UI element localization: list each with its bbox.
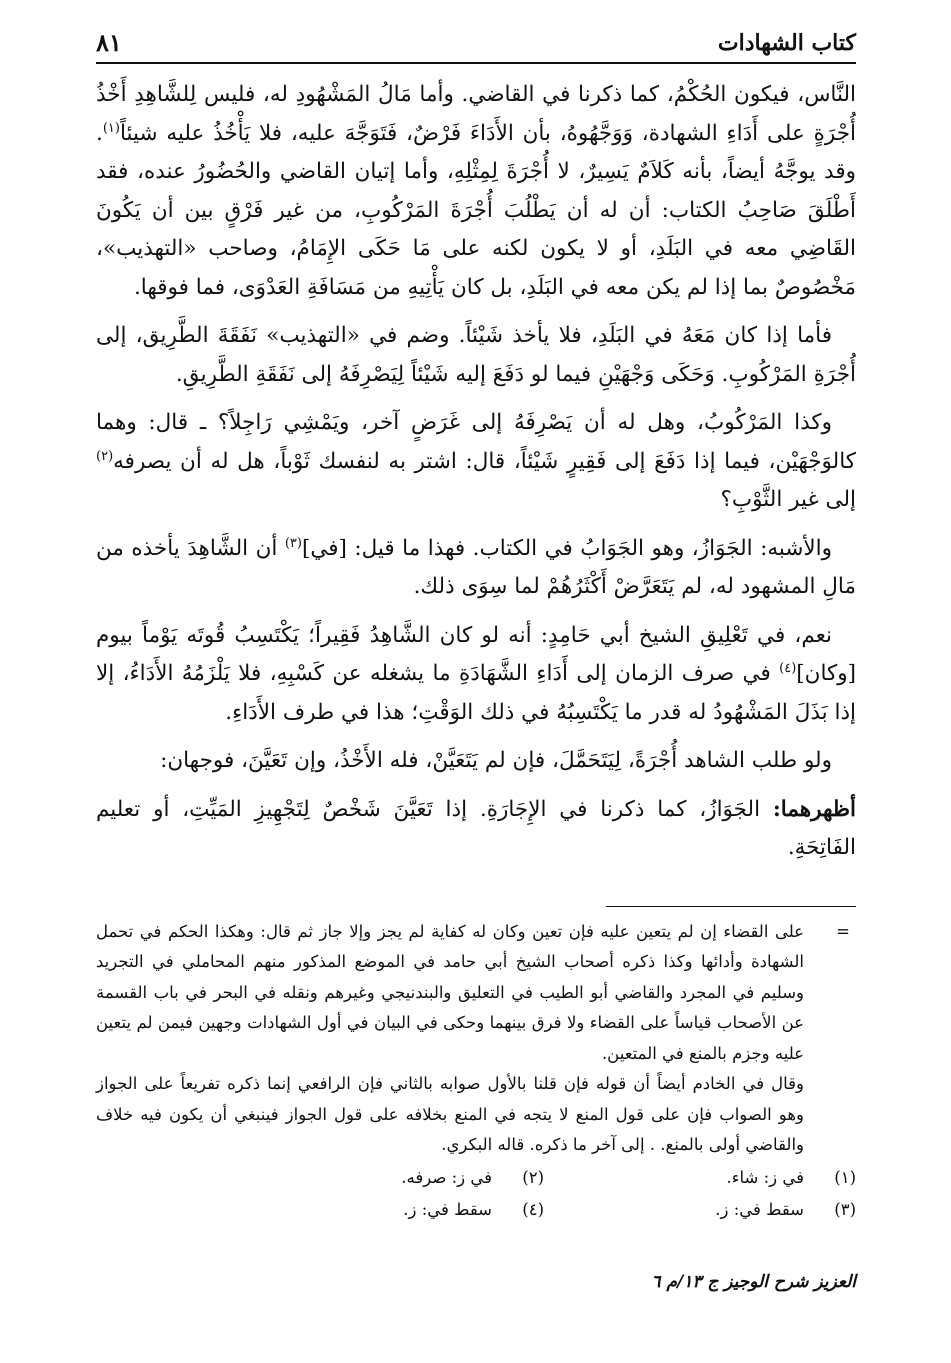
paragraph-2: فأما إذا كان مَعَهُ في البَلَدِ، فلا يأخذ شَيْئاً. وضم في «التهذيب» نَفَقَةَ الطَّرِيق، إلى أُجْرَةِ المَرْكُوبِ. وَحَكَى وَجْهَيْنِ فيما لو دَفَعَ إليه شَيْئاً لِيَصْرِفَهُ إلى نَفَقَةِ الطَّرِيقِ. <box>96 323 856 387</box>
continuation-paragraph-1: على القضاء إن لم يتعين عليه فإن تعين وكان له كفاية لم يجز وإلا جاز ثم قال: وهكذا الحكم في تحمل الشهادة وأدائها وكذا ذكره أصحاب الشيخ أبي حامد في الموضع المذكور منهم المحاملي في التجريد وسليم في المجرد والقاضي أبو الطيب في التعليق والبندنيجي وغيرهم ونقله في البحر في باب القسمة عن الأصحاب قياساً على القضاء ولا فرق بينهما وحكى في البيان في أول الشهادات وجهين فيمن لم يتعين عليه وجزم بالمنع في المتعين. <box>96 921 804 1063</box>
continuation-paragraph-2: وقال في الخادم أيضاً أن قوله فإن قلنا بالأول صوابه بالثاني فإن الرافعي إنما ذكره تفريعاً على الجواز وهو الصواب فإن على قول المنع لا يتجه في المنع بخلافه على قول الجواز فينبغي أن يكون فيه خلاف والقاضي أولى بالمنع. . إلى آخر ما ذكره. قاله البكري. <box>96 1074 804 1154</box>
footnote-list <box>96 1163 856 1227</box>
paragraph-1-rest: . وقد يوجَّهُ أيضاً، بأنه كَلاَمٌ يَسِيرٌ، لا أُجْرَةَ لِمِثْلِهِ، وأما إتيان القاضي والحُضُورُ عنده، فقد أَطْلَقَ صَاحِبُ الكتاب: أن له أن يَطْلُبَ أُجْرَةَ المَرْكُوبِ، من غير فَرْقٍ بين أن يَكُونَ القَاضِي معه في البَلَدِ، أو لا يكون لكنه على مَا حَكَى الإِمَامُ، وصاحب «التهذيب»، مَخْصُوصٌ بما إذا لم يكن معه في البَلَدِ، بل كان يَأْتِيهِ من مَسَافَةِ العَدْوَى، فما فوقها. <box>96 120 856 300</box>
paragraph-3 <box>96 404 856 520</box>
continuation-marker: = <box>836 921 850 941</box>
footnote-number: (٣) <box>834 1200 856 1220</box>
footnote-number: (١) <box>834 1168 856 1188</box>
footnote-row <box>96 1163 856 1195</box>
paragraph-1-text: النَّاس، فيكون الحُكْمُ، كما ذكرنا في القاضي. وأما مَالُ المَشْهُودِ له، فليس لِلشَّاهِدِ أَخْذُ أُجْرَةٍ على أَدَاءِ الشهادة، وَوَجَّهُوهُ، بأن الأَدَاءَ فَرْضٌ، فَتَوَجَّهَ عليه، فلا يَأْخُذُ عليه شيئاً <box>96 82 856 146</box>
paragraph-1 <box>96 76 856 307</box>
paragraph-7-text: الجَوَازُ، كما ذكرنا في الإِجَارَةِ. إذا تَعَيَّنَ شَخْصٌ لِتَجْهِيزِ المَيِّتِ، أو تعليم الفَاتِحَةِ. <box>96 796 856 860</box>
footnote-continuation <box>96 917 856 1161</box>
paragraph-7-lead: أظهرهما: <box>772 796 856 822</box>
footnotes <box>96 917 856 1227</box>
footnote-row <box>96 1195 856 1227</box>
book-page <box>96 24 856 1344</box>
paragraph-5 <box>96 617 856 733</box>
page-number: ٨١ <box>96 28 122 57</box>
page-signature: العزيز شرح الوجيز ج ١٣/م ٦ <box>651 1272 856 1292</box>
footnote-text: في ز: شاء. <box>726 1168 804 1188</box>
paragraph-5-rest: في صرف الزمان إلى أَدَاءِ الشَّهَادَةِ ما يشغله عن كَسْبِهِ، فلا يَلْزَمُهُ الأَدَاءُ، إلا إذا بَذَلَ المَشْهُودُ له قدر ما يَكْتَسِبُهُ في ذلك الوَقْتِ؛ هذا في طرف الأَدَاءِ. <box>96 661 856 725</box>
footnote-ref-3[interactable]: (٣) <box>284 535 302 551</box>
footnote-separator <box>606 906 856 907</box>
footnote-text: في ز: صرفه. <box>401 1168 492 1188</box>
footnote-text: سقط في: ز. <box>715 1200 804 1220</box>
paragraph-7 <box>96 791 856 868</box>
footnote-ref-4[interactable]: (٤) <box>779 660 797 676</box>
footnote-number: (٢) <box>522 1168 544 1188</box>
footnote-text: سقط في: ز. <box>403 1200 492 1220</box>
chapter-title: كتاب الشهادات <box>717 30 856 56</box>
footnote-number: (٤) <box>522 1200 544 1220</box>
paragraph-4-rest: أن الشَّاهِدَ يأخذه من مَالِ المشهود له، لم يَتَعَرَّضْ أَكْثَرُهُمْ لما سِوَى ذلك. <box>96 535 856 599</box>
paragraph-4-text: والأشبه: الجَوَازُ، وهو الجَوَابُ في الكتاب. فهذا ما قيل: [في] <box>301 535 832 561</box>
paragraph-4 <box>96 530 856 607</box>
paragraph-3-rest: إلى غير الثَّوْبِ؟ <box>720 487 856 512</box>
main-text <box>96 76 856 868</box>
footnote-ref-1[interactable]: (١) <box>102 120 120 136</box>
paragraph-6: ولو طلب الشاهد أُجْرَةً، لِيَتَحَمَّلَ، فإن لم يَتَعَيَّنْ، فله الأَخْذُ، وإن تَعَيَّنَ، فوجهان: <box>160 748 832 773</box>
paragraph-5-text: نعم، في تَعْلِيقِ الشيخ أبي حَامِدٍ: أنه لو كان الشَّاهِدُ فَقِيراً؛ يَكْتَسِبُ قُوتَه يَوْماً بيوم [وكان] <box>96 622 856 686</box>
footnote-ref-2[interactable]: (٢) <box>96 448 114 464</box>
paragraph-3-text: وكذا المَرْكُوبُ، وهل له أن يَصْرِفَهُ إلى غَرَضٍ آخر، ويَمْشِي رَاجِلاً؟ ـ قال: وهما كالوَجْهَيْن، فيما إذا دَفَعَ إلى فَقِيرٍ شَيْئاً، قال: اشتر به لنفسك ثَوْباً، هل له أن يصرفه <box>96 410 856 474</box>
running-header <box>96 24 856 64</box>
